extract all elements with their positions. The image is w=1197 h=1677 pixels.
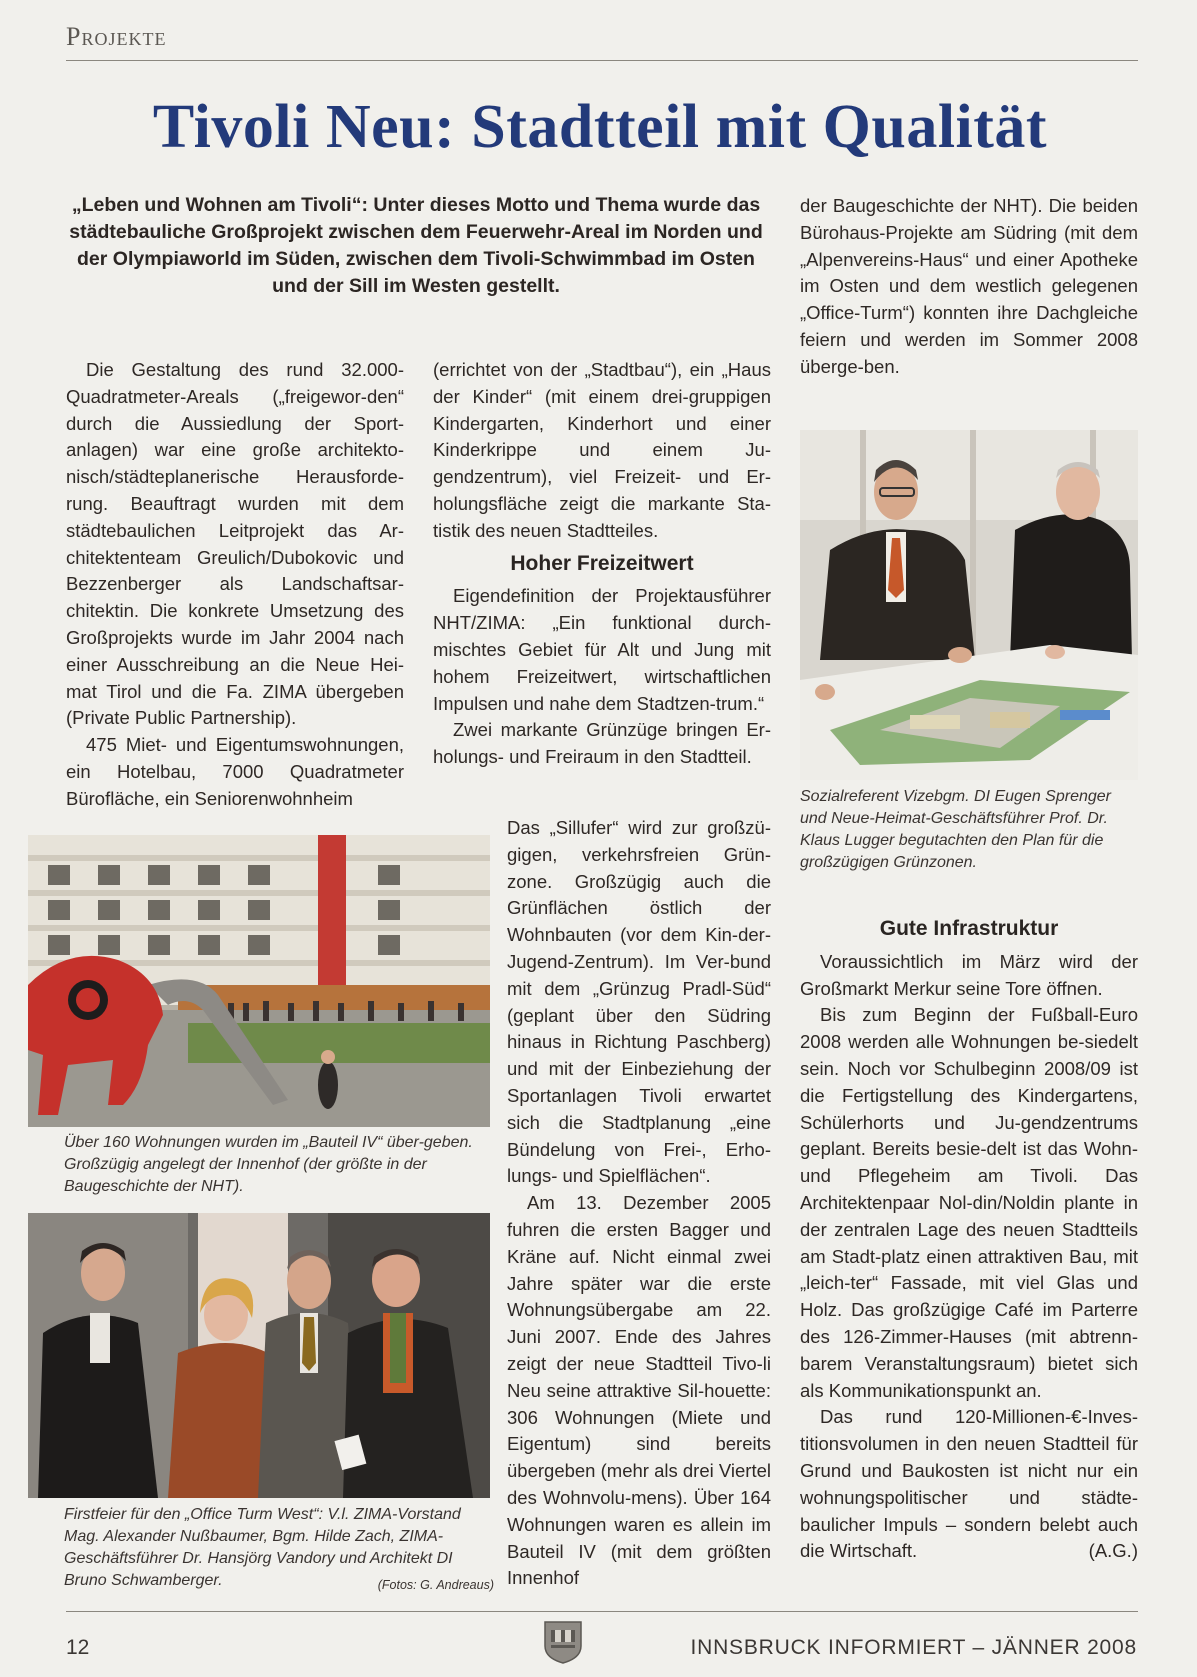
col2b-paragraph-2: Am 13. Dezember 2005 fuhren die ersten Bagger und Kräne auf. Nicht einmal zwei Jahre später war die erste Wohnungsübergabe am 22. Juni 2007. Ende des Jahres zeigt der neue Stadtteil Tivo-li Neu seine attraktive Sil-houette: 306 Wohnungen (Miete und Eigentum) sind bereits übergeben (mehr als drei Viertel des Wohnvolu-mens). Über 164 Wohnungen waren es allein im Bauteil IV (mit dem größten Innenhof [507,1192,771,1589]
footer-divider [66,1611,1138,1612]
col2-paragraph-3: Zwei markante Grünzüge bringen Er-holungs- und Freiraum in den Stadtteil. [433,719,771,768]
article-headline: Tivoli Neu: Stadtteil mit Qualität [152,93,1048,161]
photo-courtyard [28,835,490,1127]
photo-credit: (Fotos: G. Andreaus) [377,1578,494,1592]
caption-courtyard: Über 160 Wohnungen wurden im „Bauteil IV“ über-geben. Großzügig angelegt der Innenhof (der größte in der Baugeschichte der NHT). [64,1134,473,1195]
col1-paragraph-1: Die Gestaltung des rund 32.000-Quadratmeter-Areals („freigewor-den“ durch die Aussiedlung der Sport-anlagen) war eine große architekto-nisch/städteplanerische Herausforde-rung. Beauftragt wurden mit dem städtebaulichen Leitprojekt das Ar-chitektenteam Greulich/Dubokovic und Bezzenberger als Landschaftsar-chitektin. Die konkrete Umsetzung des Großprojekts wurde im Jahr 2004 nach einer Ausschreibung an die Neue Hei-mat Tirol und die Fa. ZIMA übergeben (Private Public Partnership). [66,359,404,729]
column-2-continued [507,815,771,1592]
photo-plan-inspection [800,430,1138,780]
column-2 [433,357,771,771]
subheading-freizeitwert: Hoher Freizeitwert [510,551,694,575]
col3-paragraph-2: Voraussichtlich im März wird der Großmarkt Merkur seine Tore öffnen. [800,950,1138,999]
column-3 [800,193,1138,381]
header-divider [66,60,1138,61]
caption-topping-out [64,1504,494,1596]
column-1 [66,357,404,813]
caption-plan-inspection: Sozialreferent Vizebgm. DI Eugen Sprenger und Neue-Heimat-Geschäftsführer Prof. Dr. Klaus Lugger begutachten den Plan für die großzügigen Grünzonen. [800,788,1111,871]
col3-paragraph-3: Bis zum Beginn der Fußball-Euro 2008 werden alle Wohnungen be-siedelt sein. Noch vor Schulbeginn 2008/09 ist die Fertigstellung des Kindergartens, Schülerhorts und Ju-gendzentrums geplant. Bereits besie-delt ist das Wohn- und Pflegeheim am Tivoli. Das Architektenpaar Nol-din/Noldin plante in der zentralen Lage des neuen Stadtteils am Stadt-platz einen attraktiven Bau, mit „leich-ter“ Fassade, mit viel Glas und Holz. Das großzügige Café im Parterre des 126-Zimmer-Hauses (mit abtrenn-barem Veranstaltungsraum) bietet sich als Kommunikationspunkt an. [800,1004,1138,1401]
col3-paragraph-4-text: Das rund 120-Millionen-€-Inves-titionsvolumen in den neuen Stadtteil für Grund und Baukosten ist nicht nur ein wohnungspolitischer und städte-baulicher Impuls – sondern belebt auch die Wirtschaft. [800,1406,1138,1562]
publication-footer: INNSBRUCK INFORMIERT – JÄNNER 2008 [690,1636,1137,1659]
col2-paragraph-2: Eigendefinition der Projektausführer NHT/ZIMA: „Ein funktional durch-mischtes Gebiet für Alt und Jung mit hohem Freizeitwert, wirtschaftlichen Impulsen und nahe dem Stadtzen-trum.“ [433,585,771,714]
col2-paragraph-1: (errichtet von der „Stadtbau“), ein „Haus der Kinder“ (mit einem drei-gruppigen Kindergarten, Kinderhort und einer Kinderkrippe und einem Ju-gendzentrum), viel Freizeit- und Er-holungsfläche zeigt die markante Sta-tistik des neuen Stadtteiles. [433,359,771,541]
col2b-paragraph-1: Das „Sillufer“ wird zur großzü-gigen, verkehrsfreien Grün-zone. Großzügig auch die Grünflächen östlich der Wohnbauten (vor dem Kin-der-Jugend-Zentrum). Im Ver-bund mit dem „Grünzug Pradl-Süd“ (geplant über den Südring hinaus in Richtung Paschberg) und mit der Einbeziehung der Sportanlagen Tivoli erwartet sich die Stadtplanung „eine Bündelung von Frei-, Erho-lungs- und Spielflächen“. [507,817,771,1187]
caption-topping-out-text: Firstfeier für den „Office Turm West“: V.l. ZIMA-Vorstand Mag. Alexander Nußbaumer, Bgm. Hilde Zach, ZIMA-Geschäftsführer Dr. Hansjörg Vandory und Architekt DI Bruno Schwamberger. [64,1506,461,1589]
section-label: Projekte [66,22,167,51]
city-crest-icon [543,1620,583,1664]
col1-paragraph-2: 475 Miet- und Eigentumswohnungen, ein Hotelbau, 7000 Quadratmeter Bürofläche, ein Seniorenwohnheim [66,734,404,809]
subheading-infrastruktur: Gute Infrastruktur [879,917,1059,940]
col3-paragraph-4 [800,1404,1138,1565]
author-signature: (A.G.) [1088,1540,1138,1562]
page-number: 12 [66,1636,90,1659]
article-lead: „Leben und Wohnen am Tivoli“: Unter dieses Motto und Thema wurde das städtebauliche Großprojekt zwischen dem Feuerwehr-Areal im Norden und der Olympiaworld im Süden, zwischen dem Tivoli-Schwimmbad im Osten und der Sill im Westen gestellt. [69,194,763,297]
col3-paragraph-1: der Baugeschichte der NHT). Die beiden Bürohaus-Projekte am Südring (mit dem „Alpenvereins-Haus“ und einer Apotheke im Osten und dem westlich gelegenen „Office-Turm“) konnten ihre Dachgleiche feiern und werden im Sommer 2008 überge-ben. [800,195,1138,377]
photo-topping-out [28,1213,490,1498]
column-3-lower [800,916,1138,1565]
